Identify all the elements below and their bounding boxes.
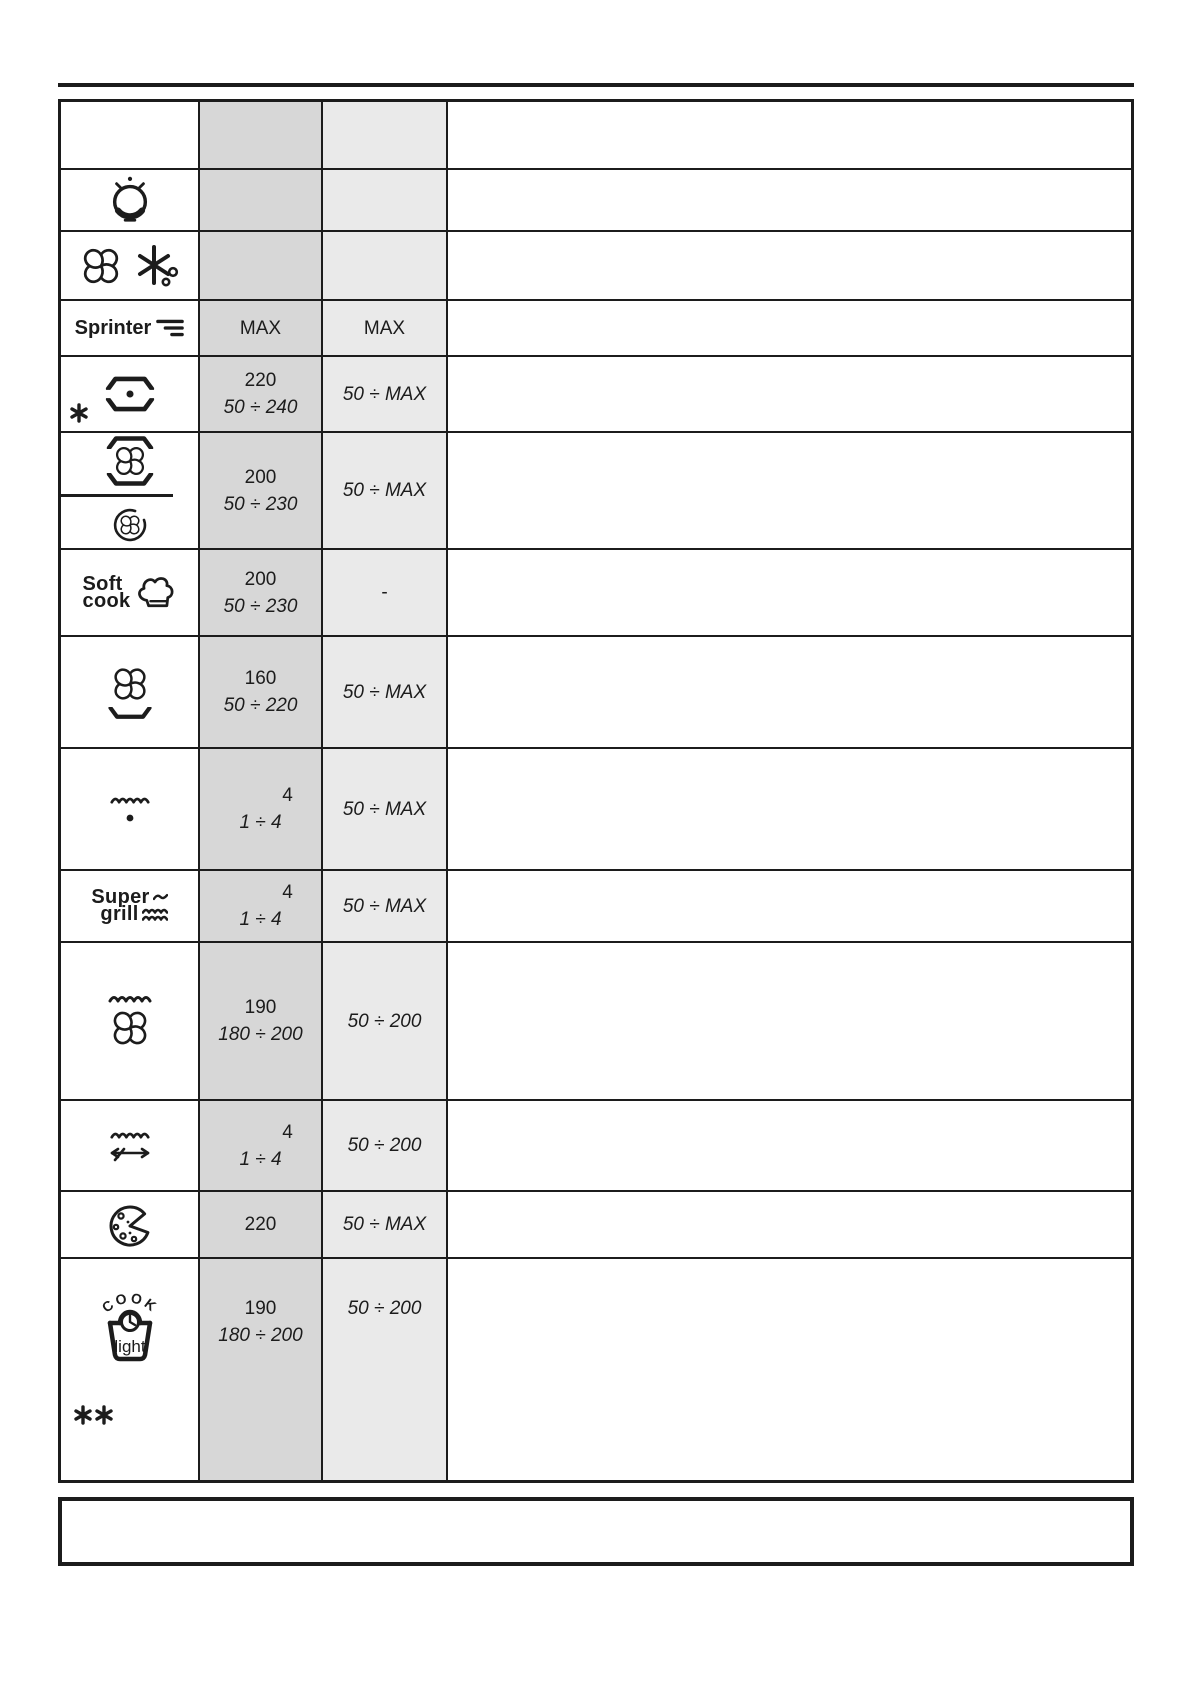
thermostat-value: 50 ÷ 200 [347, 1135, 422, 1156]
soft-cook-label-line2: cook [82, 589, 131, 612]
cell-description [448, 170, 1131, 230]
temp-range: 50 ÷ 240 [223, 397, 298, 418]
cell-function [61, 102, 198, 168]
cell-thermostat [323, 871, 448, 941]
temp-range: 1 ÷ 4 [239, 909, 282, 930]
temp-range: 50 ÷ 220 [223, 695, 298, 716]
table-row-defrost [61, 230, 1131, 299]
temp-default: 190 [244, 997, 277, 1018]
thermostat-value: 50 ÷ MAX [342, 480, 427, 501]
oven-light-icon [107, 175, 153, 225]
cell-function [61, 170, 198, 230]
temp-default: MAX [239, 317, 282, 339]
cell-function [61, 232, 198, 299]
table-row-pizza [61, 1190, 1131, 1257]
footnote-single-asterisk [69, 403, 89, 423]
temp-range: 1 ÷ 4 [239, 1148, 282, 1170]
fan-icon [79, 244, 123, 288]
asterisk-icon [94, 1405, 114, 1425]
cell-temperature [198, 433, 323, 548]
cell-function [61, 301, 198, 355]
cell-description [448, 1101, 1131, 1190]
grill-element-icon [110, 794, 150, 824]
cell-thermostat [323, 301, 448, 355]
table-row-light [61, 168, 1131, 230]
thermostat-value: MAX [363, 317, 406, 339]
cell-description [448, 749, 1131, 869]
table-row-multilevel [61, 431, 1131, 548]
table-row-grill [61, 747, 1131, 869]
temp-default: 4 [282, 1121, 293, 1143]
table-row-header [61, 102, 1131, 168]
rotisserie-icon [106, 1129, 154, 1163]
cell-description [448, 102, 1131, 168]
cell-thermostat [323, 637, 448, 747]
grill-fan-icon [107, 992, 153, 1050]
thermostat-value: 50 ÷ 200 [347, 1298, 422, 1319]
top-bottom-heat-icon [103, 375, 157, 413]
table-row-super-grill [61, 869, 1131, 941]
cell-description [448, 871, 1131, 941]
cell-thermostat [323, 433, 448, 548]
table-row-fan-bottom-heat [61, 635, 1131, 747]
temp-default: 200 [244, 568, 277, 590]
cell-function [61, 1192, 198, 1257]
cell-temperature [198, 871, 323, 941]
table-row-top-bottom-heat [61, 355, 1131, 431]
cell-description [448, 550, 1131, 635]
cell-function [61, 357, 198, 431]
cell-thermostat [323, 232, 448, 299]
cell-temperature [198, 1101, 323, 1190]
super-grill-label-line1: Super [91, 886, 150, 908]
temp-range: 50 ÷ 230 [223, 595, 298, 617]
thermostat-value: 50 ÷ MAX [342, 895, 427, 917]
table-row-cook-light [61, 1257, 1131, 1480]
oven-functions-table [58, 99, 1134, 1483]
cell-description [448, 232, 1131, 299]
temp-default: 190 [244, 1298, 277, 1319]
thermostat-value: 50 ÷ MAX [342, 383, 427, 405]
cell-thermostat [323, 943, 448, 1099]
cell-temperature [198, 170, 323, 230]
super-grill-waves-icon [142, 907, 168, 922]
thermostat-value: 50 ÷ MAX [342, 798, 427, 820]
temp-range: 180 ÷ 200 [218, 1325, 303, 1346]
table-row-rotisserie [61, 1099, 1131, 1190]
temp-range: 1 ÷ 4 [239, 812, 282, 833]
footer-note-box [58, 1497, 1134, 1566]
thermostat-value: 50 ÷ 200 [347, 1010, 422, 1032]
cell-thermostat [323, 1101, 448, 1190]
cell-temperature [198, 943, 323, 1099]
cook-label: COOK [98, 1289, 161, 1316]
table-row-soft-cook [61, 548, 1131, 635]
cell-description [448, 357, 1131, 431]
soft-cook-label-line1: Soft [82, 572, 123, 595]
cell-description [448, 1192, 1131, 1257]
temp-default: 4 [282, 785, 293, 806]
super-grill-label [91, 886, 167, 925]
single-wave-icon [153, 893, 168, 902]
page-top-rule [58, 83, 1134, 87]
cell-description [448, 943, 1131, 1099]
footnote-double-asterisk [73, 1405, 114, 1425]
cell-description [448, 433, 1131, 548]
cell-function [61, 637, 198, 747]
sprinter-label: Sprinter [74, 316, 152, 339]
temp-default: 220 [244, 370, 277, 391]
thermostat-value: 50 ÷ MAX [342, 681, 427, 703]
thermostat-value: 50 ÷ MAX [342, 1214, 427, 1235]
fan-circle-icon [109, 504, 151, 546]
chef-hat-icon [134, 573, 176, 613]
cell-function [61, 749, 198, 869]
temp-default: 220 [244, 1214, 277, 1235]
cell-temperature [198, 550, 323, 635]
cell-function [61, 943, 198, 1099]
defrost-icon [135, 243, 181, 289]
cell-function [61, 433, 198, 548]
cell-function [61, 550, 198, 635]
cell-thermostat [323, 1192, 448, 1257]
cell-temperature [198, 232, 323, 299]
temp-default: 4 [282, 882, 293, 903]
cell-temperature [198, 749, 323, 869]
cell-temperature [198, 1192, 323, 1257]
cell-function [61, 871, 198, 941]
fan-brackets-icon [104, 435, 156, 487]
cell-thermostat [323, 102, 448, 168]
cell-thermostat [323, 749, 448, 869]
table-row-sprinter [61, 299, 1131, 355]
asterisk-icon [73, 1405, 93, 1425]
thermostat-value: - [381, 582, 388, 603]
table-row-grill-fan [61, 941, 1131, 1099]
cell-function [61, 1259, 198, 1480]
cell-description [448, 1259, 1131, 1480]
cell-temperature [198, 357, 323, 431]
cell-thermostat [323, 1259, 448, 1480]
super-grill-label-line2: grill [100, 903, 139, 925]
cell-temperature [198, 102, 323, 168]
temp-range: 180 ÷ 200 [218, 1024, 303, 1045]
cell-function [61, 1101, 198, 1190]
sprinter-speed-icon [156, 317, 184, 339]
cell-thermostat [323, 550, 448, 635]
cell-temperature [198, 301, 323, 355]
cell-description [448, 637, 1131, 747]
cell-temperature [198, 1259, 323, 1480]
asterisk-icon [69, 403, 89, 423]
temp-default: 160 [244, 668, 277, 689]
cell-thermostat [323, 357, 448, 431]
cell-temperature [198, 637, 323, 747]
fan-bottom-heat-icon [107, 664, 153, 720]
light-label: light [113, 1337, 146, 1356]
cell-thermostat [323, 170, 448, 230]
temp-default: 200 [244, 466, 277, 488]
cook-light-icon [94, 1289, 166, 1369]
function-divider-line [61, 494, 173, 497]
pizza-icon [105, 1200, 155, 1250]
cell-description [448, 301, 1131, 355]
temp-range: 50 ÷ 230 [223, 493, 298, 515]
